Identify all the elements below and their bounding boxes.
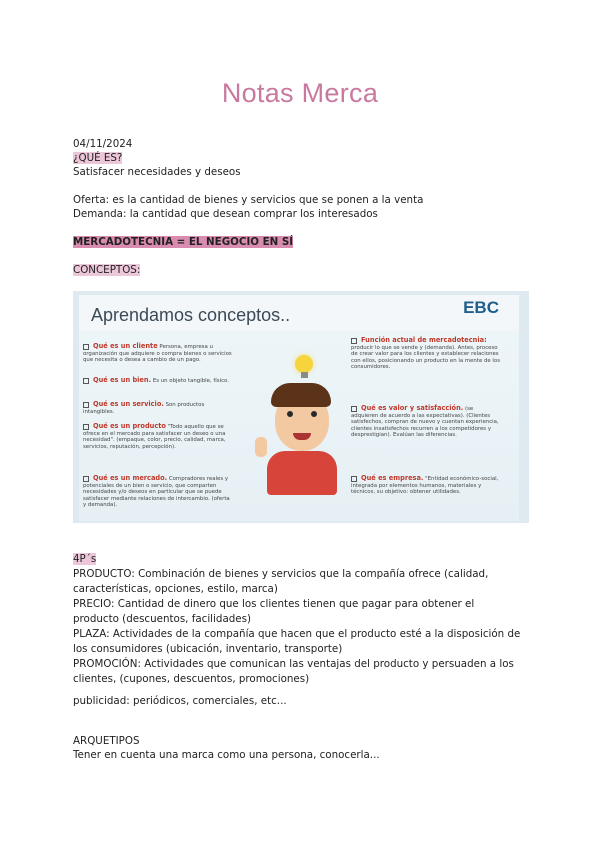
cuatro-p-line: producto (descuentos, facilidades) — [73, 613, 252, 625]
cuatro-p-line: PLAZA: Actividades de la compañía que hacen que el producto esté a la disposición de — [73, 628, 521, 640]
publicidad-text: publicidad: periódicos, comerciales, etc... — [73, 695, 287, 707]
boy-illustration-hair — [271, 383, 331, 407]
date: 04/11/2024 — [73, 138, 133, 150]
page-title: Notas Merca — [221, 78, 379, 108]
ebc-logo: EBC — [463, 298, 499, 317]
lightbulb-base — [301, 372, 308, 378]
oferta-text: Oferta: es la cantidad de bienes y servicios que se ponen a la venta — [73, 194, 424, 206]
lightbulb-icon — [295, 355, 313, 373]
boy-illustration-eye — [311, 411, 317, 417]
slide-item-cliente: Qué es un cliente Persona, empresa u organización que adquiere o compra bienes o servicios que necesita o desea a cambio de un pago. — [83, 342, 232, 364]
slide-item-servicio: Qué es un servicio. Son productos intangibles. — [83, 400, 205, 415]
cuatro-p-heading: 4P´s — [73, 553, 97, 565]
cuatro-p-line: clientes, (cupones, descuentos, promociones) — [73, 673, 310, 685]
conceptos-heading: CONCEPTOS: — [73, 264, 141, 276]
slide-title: Aprendamos conceptos.. — [91, 305, 291, 325]
boy-illustration-hand — [255, 437, 267, 457]
slide-item-bien: Qué es un bien. Es un objeto tangible, físico. — [83, 377, 233, 385]
mercadotecnia-heading: MERCADOTECNIA = EL NEGOCIO EN SÍ — [73, 236, 294, 248]
slide-item-valor: Qué es valor y satisfacción. (se adquieren de acuerdo a las expectativas). (Clientes satisfechos, compran de nuevo y cuentan experiencia, clientes insatisfechos recurren a los competidores y desprestigian). Evalúan las diferencias. — [351, 404, 499, 439]
cuatro-p-line: características, opciones, estilo, marca) — [73, 583, 278, 595]
arquetipos-heading: ARQUETIPOS — [73, 735, 140, 747]
demanda-text: Demanda: la cantidad que desean comprar los interesados — [73, 208, 378, 220]
que-es-text: Satisfacer necesidades y deseos — [73, 166, 241, 178]
slide-item-mercado: Qué es un mercado. Compradores reales y potenciales de un bien o servicio, que comparten necesidades y/o deseos en particular que se puede satisfacer mediante relaciones de intercambio. (oferta y demanda). — [83, 474, 230, 509]
cuatro-p-line: PROMOCIÓN: Actividades que comunican las ventajas del producto y persuaden a los — [73, 658, 514, 670]
que-es-heading: ¿QUÉ ES? — [73, 152, 123, 164]
slide-item-producto: Qué es un producto "Todo aquello que se ofrece en el mercado para satisfacer un deseo o una necesidad". (empaque, color, precio, calidad, marca, servicios, reputación, percepción). — [83, 422, 226, 450]
arquetipos-text: Tener en cuenta una marca como una persona, conocerla... — [73, 749, 380, 761]
cuatro-p-line: PRODUCTO: Combinación de bienes y servicios que la compañía ofrece (calidad, — [73, 568, 489, 580]
boy-illustration-eye — [287, 411, 293, 417]
boy-illustration-shirt — [267, 451, 337, 495]
cuatro-p-line: PRECIO: Cantidad de dinero que los clientes tienen que pagar para obtener el — [73, 598, 475, 610]
slide-item-empresa: Qué es empresa. "Entidad económico-social, integrada por elementos humanos, materiales y técnicos, su objetivo: obtener utilidades. — [351, 474, 499, 496]
concepts-slide-image — [73, 291, 529, 523]
slide-item-funcion: Función actual de mercadotecnia: producir lo que se vende y (demanda). Antes, proceso de crear valor para los clientes y establecer relaciones con ellos, posicionando un producto en la mente de los consumidores. — [351, 336, 501, 371]
cuatro-p-line: los consumidores (ubicación, inventario, transporte) — [73, 643, 343, 655]
